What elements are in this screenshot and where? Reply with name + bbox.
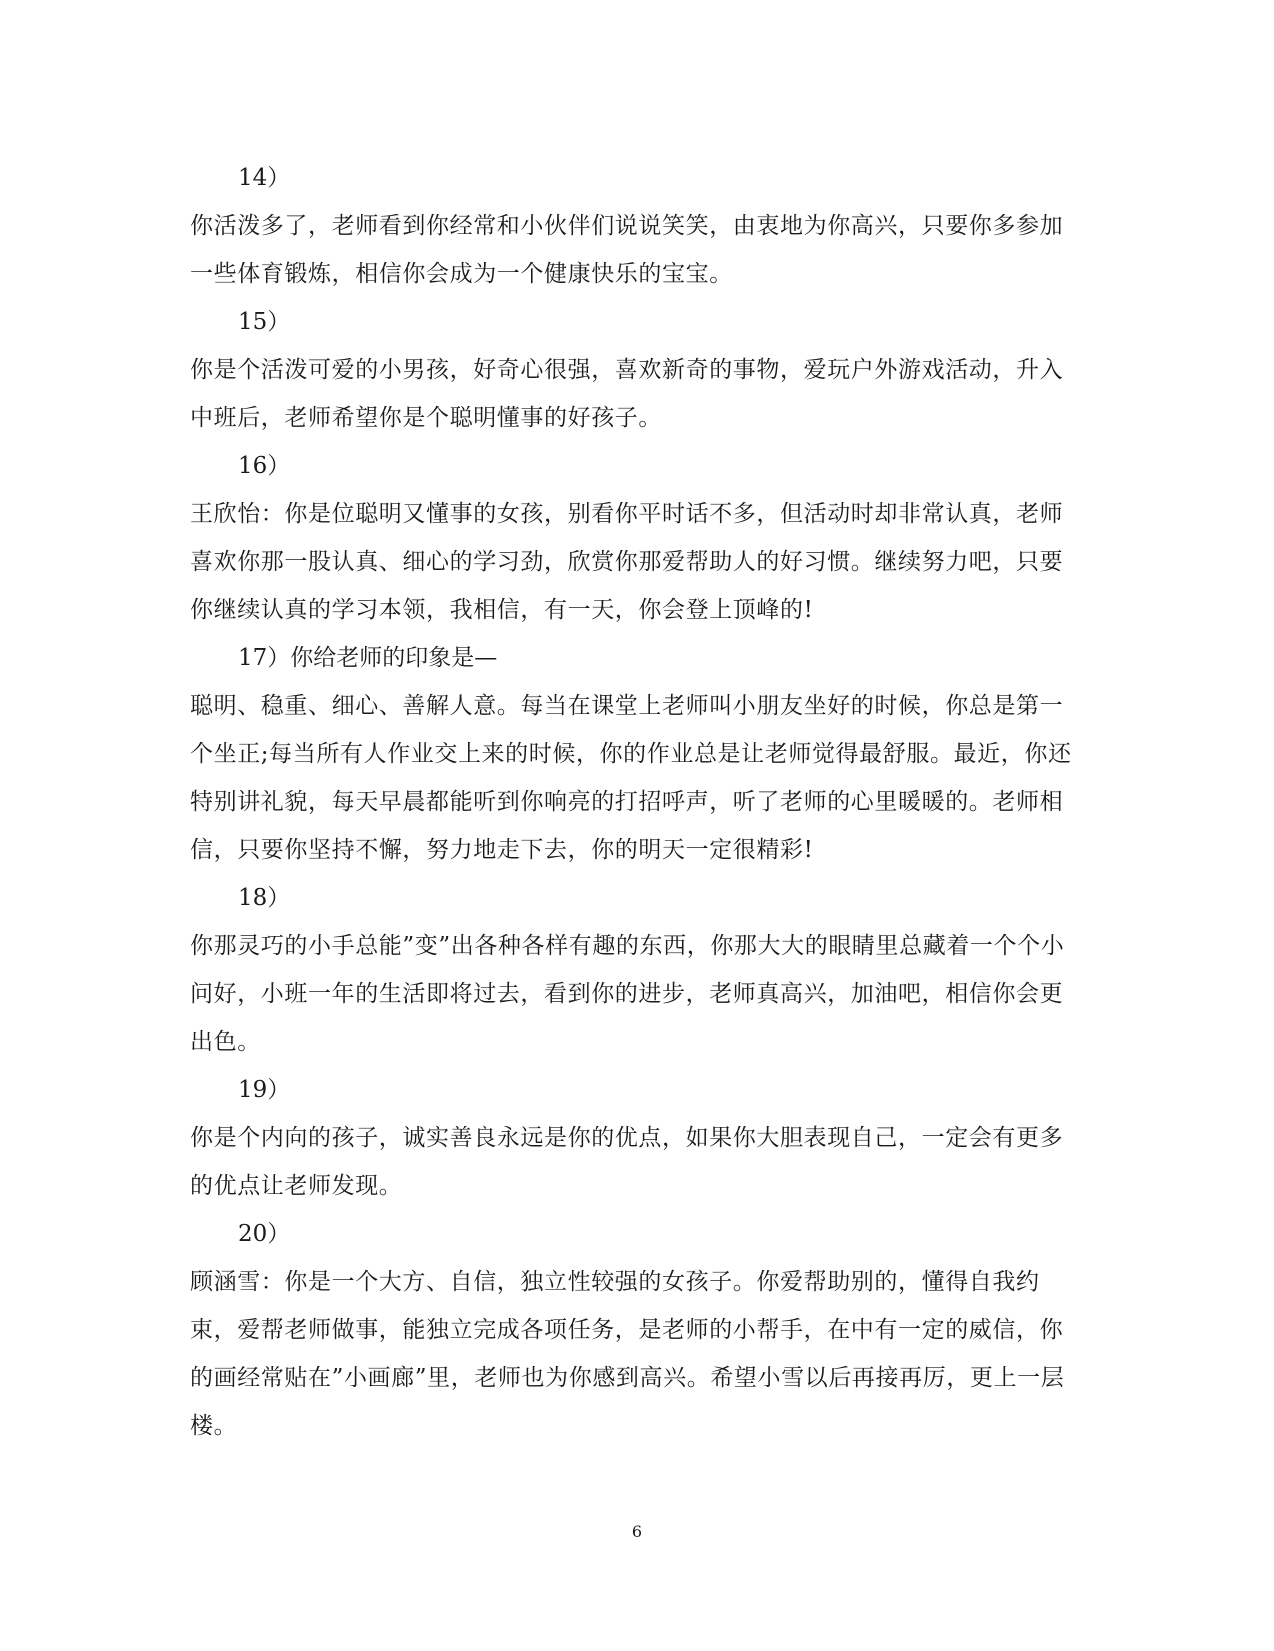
entry-number: 16）: [238, 453, 291, 479]
entry-text: 王欣怡：你是位聪明又懂事的女孩，别看你平时话不多，但活动时却非常认真，老师喜欢你那一股认真、细心的学习劲，欣赏你那爱帮助人的好习惯。继续努力吧，只要你继续认真的学习本领，我相信，有一天，你会登上顶峰的!: [190, 501, 1064, 623]
entry-text: 你是个内向的孩子，诚实善良永远是你的优点，如果你大胆表现自己，一定会有更多的优点让老师发现。: [190, 1125, 1064, 1199]
entry-text: 顾涵雪：你是一个大方、自信，独立性较强的女孩子。你爱帮助别的，懂得自我约束，爱帮老师做事，能独立完成各项任务，是老师的小帮手，在中有一定的威信，你的画经常贴在”小画廊”里，老师也为你感到高兴。希望小雪以后再接再厉，更上一层楼。: [190, 1269, 1065, 1439]
entry-text: 你是个活泼可爱的小男孩，好奇心很强，喜欢新奇的事物，爱玩户外游戏活动，升入中班后，老师希望你是个聪明懂事的好孩子。: [190, 357, 1064, 431]
entry-number: 20）: [238, 1221, 291, 1247]
entry-17: [190, 634, 1080, 874]
entry-text: 聪明、稳重、细心、善解人意。每当在课堂上老师叫小朋友坐好的时候，你总是第一个坐正;每当所有人作业交上来的时候，你的作业总是让老师觉得最舒服。最近，你还特别讲礼貌，每天早晨都能听到你响亮的打招呼声，听了老师的心里暖暖的。老师相信，只要你坚持不懈，努力地走下去，你的明天一定很精彩!: [190, 693, 1072, 863]
entry-number: 18）: [238, 885, 291, 911]
entry-text: 你活泼多了，老师看到你经常和小伙伴们说说笑笑，由衷地为你高兴，只要你多参加一些体育锻炼，相信你会成为一个健康快乐的宝宝。: [190, 213, 1064, 287]
entry-number: 19）: [238, 1077, 291, 1103]
entry-number: 17）你给老师的印象是—: [238, 645, 498, 671]
entry-14: [190, 154, 1080, 298]
document-body: [190, 154, 1080, 1450]
entry-number: 15）: [238, 309, 291, 335]
entry-20: [190, 1210, 1080, 1450]
entry-15: [190, 298, 1080, 442]
entry-text: 你那灵巧的小手总能”变”出各种各样有趣的东西，你那大大的眼睛里总藏着一个个小问好，小班一年的生活即将过去，看到你的进步，老师真高兴，加油吧，相信你会更出色。: [190, 933, 1065, 1055]
entry-18: [190, 874, 1080, 1066]
page-number: 6: [631, 1522, 643, 1541]
entry-number: 14）: [238, 165, 291, 191]
entry-19: [190, 1066, 1080, 1210]
entry-16: [190, 442, 1080, 634]
